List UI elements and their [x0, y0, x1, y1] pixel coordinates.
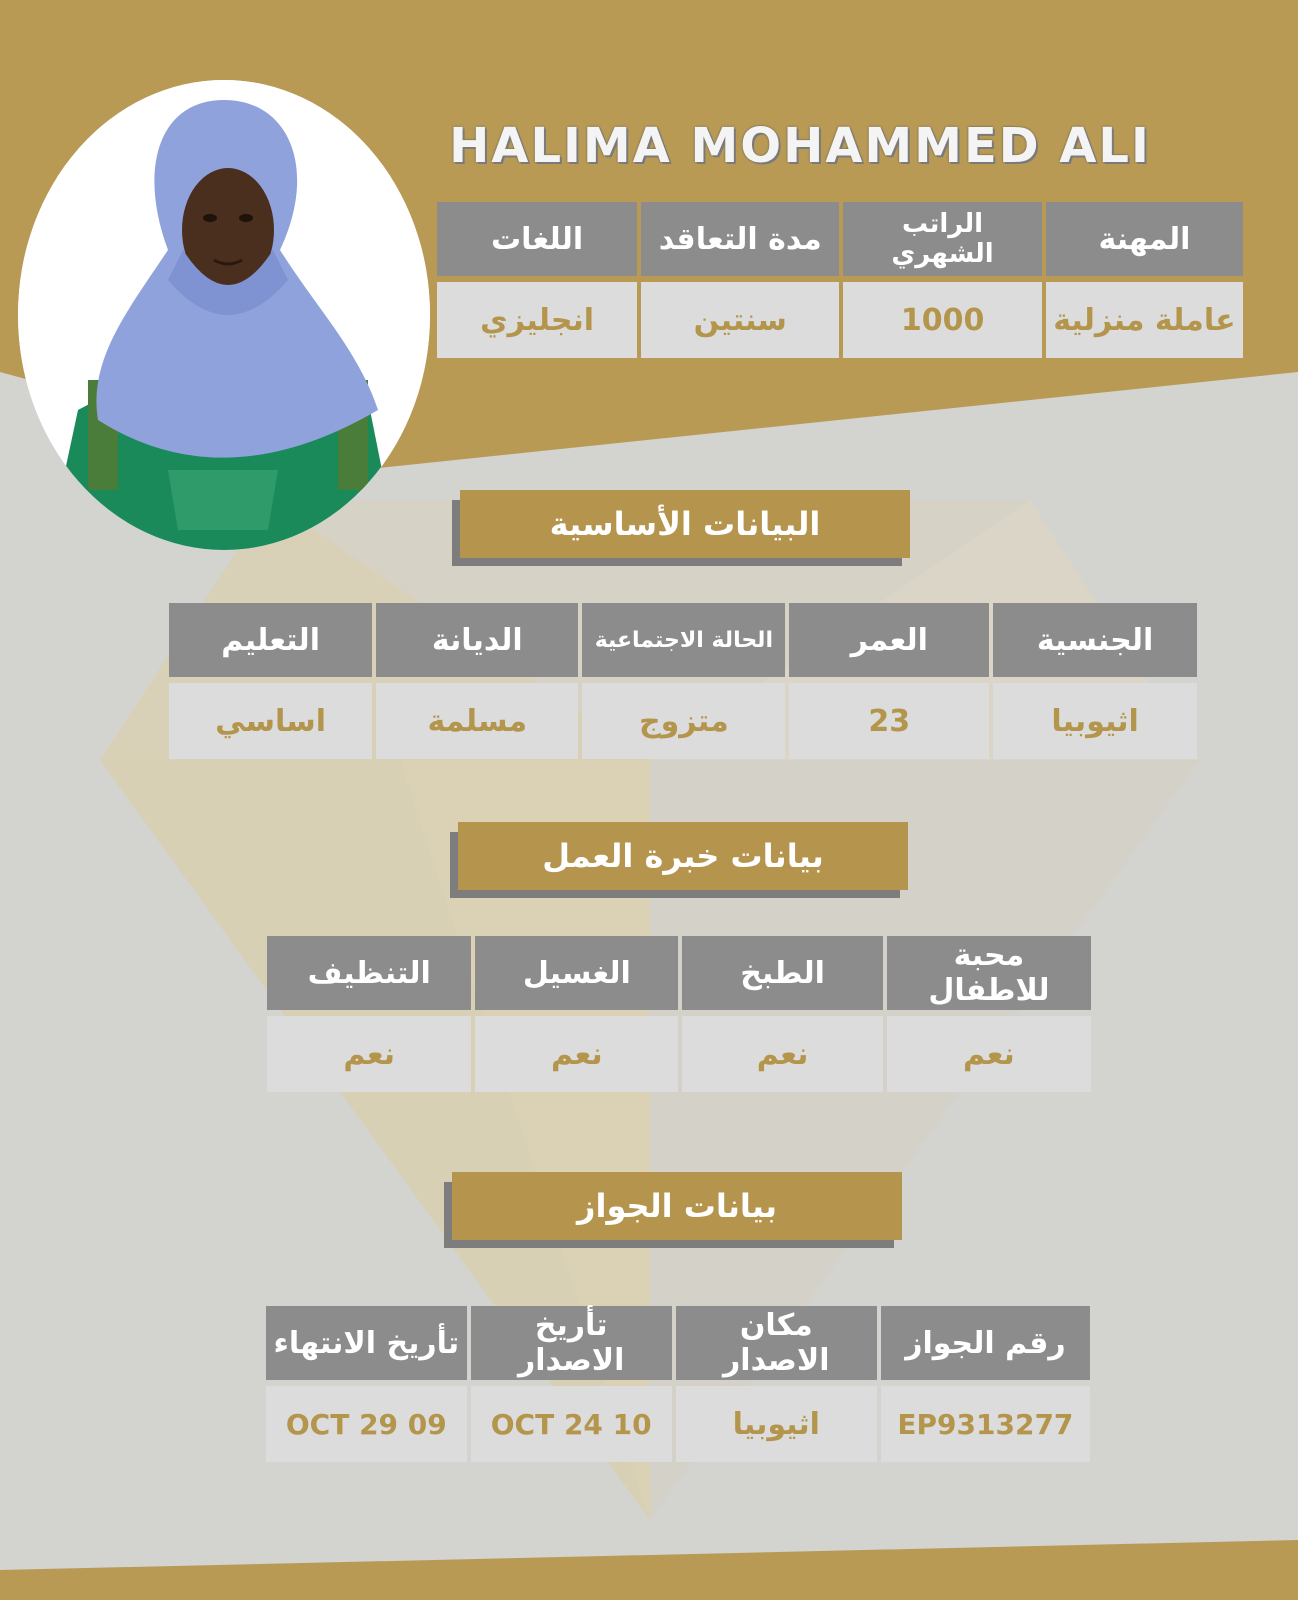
passport-table	[262, 1300, 1094, 1468]
table-header-row	[267, 936, 1091, 1010]
header-age: العمر	[789, 603, 989, 677]
table-row	[267, 1016, 1091, 1092]
header-washing: الغسيل	[475, 936, 678, 1010]
profession-value: عاملة منزلية	[1046, 282, 1243, 358]
table-header-row	[437, 202, 1243, 276]
header-cooking: الطبخ	[682, 936, 883, 1010]
section-work-experience	[458, 822, 908, 892]
age-value: 23	[789, 683, 989, 759]
job-table	[433, 196, 1247, 364]
issue-date-value: OCT 24 10	[471, 1386, 672, 1462]
section-title: بيانات خبرة العمل	[458, 822, 908, 890]
header-profession: المهنة	[1046, 202, 1243, 276]
cooking-value: نعم	[682, 1016, 883, 1092]
table-row	[266, 1386, 1090, 1462]
header-issue-place: مكان الاصدار	[676, 1306, 877, 1380]
header-marital-status: الحالة الاجتماعية	[582, 603, 785, 677]
marital-status-value: متزوج	[582, 683, 785, 759]
person-photo-icon	[18, 80, 430, 550]
header-cleaning: التنظيف	[267, 936, 471, 1010]
cleaning-value: نعم	[267, 1016, 471, 1092]
salary-value: 1000	[843, 282, 1042, 358]
expiry-date-value: OCT 29 09	[266, 1386, 467, 1462]
table-header-row	[169, 603, 1197, 677]
section-title: البيانات الأساسية	[460, 490, 910, 558]
header-contract-duration: مدة التعاقد	[641, 202, 839, 276]
header-passport-number: رقم الجواز	[881, 1306, 1090, 1380]
table-row	[437, 282, 1243, 358]
header-nationality: الجنسية	[993, 603, 1197, 677]
footer-background	[0, 1540, 1298, 1600]
header-loves-children: محبة للاطفال	[887, 936, 1091, 1010]
header-issue-date: تأريخ الاصدار	[471, 1306, 672, 1380]
loves-children-value: نعم	[887, 1016, 1091, 1092]
issue-place-value: اثيوبيا	[676, 1386, 877, 1462]
languages-value: انجليزي	[437, 282, 637, 358]
section-passport	[452, 1172, 902, 1242]
nationality-value: اثيوبيا	[993, 683, 1197, 759]
passport-number-value: EP9313277	[881, 1386, 1090, 1462]
section-basic-info	[460, 490, 910, 560]
header-education: التعليم	[169, 603, 372, 677]
header-monthly-salary: الراتب الشهري	[843, 202, 1042, 276]
education-value: اساسي	[169, 683, 372, 759]
experience-table	[263, 930, 1095, 1098]
section-title: بيانات الجواز	[452, 1172, 902, 1240]
contract-value: سنتين	[641, 282, 839, 358]
table-header-row	[266, 1306, 1090, 1380]
religion-value: مسلمة	[376, 683, 578, 759]
basic-info-table	[165, 597, 1201, 765]
header-religion: الديانة	[376, 603, 578, 677]
table-row	[169, 683, 1197, 759]
washing-value: نعم	[475, 1016, 678, 1092]
header-languages: اللغات	[437, 202, 637, 276]
header-expiry-date: تأريخ الانتهاء	[266, 1306, 467, 1380]
person-name: HALIMA MOHAMMED ALI	[449, 118, 1151, 174]
